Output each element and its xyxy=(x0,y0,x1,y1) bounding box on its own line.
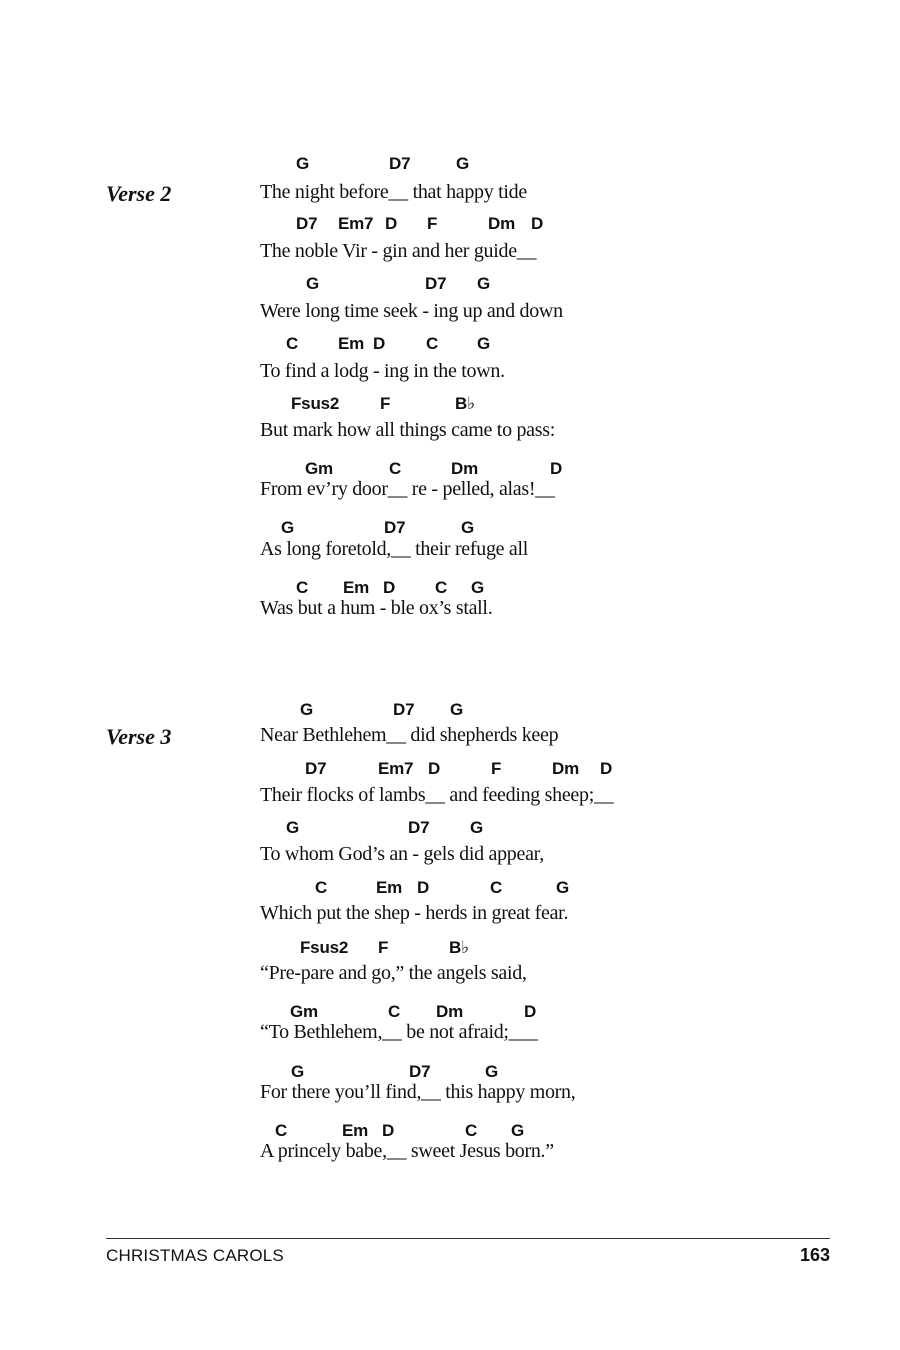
chord: G xyxy=(471,578,485,597)
chord: C xyxy=(426,334,439,353)
lyric-line: To whom God’s an - gels did appear, xyxy=(260,843,544,865)
lyric-line: Were long time seek - ing up and down xyxy=(260,300,563,322)
lyric-line: “To Bethlehem,__ be not afraid;___ xyxy=(260,1021,538,1043)
chord: G xyxy=(450,700,464,719)
chord: C xyxy=(296,578,309,597)
chord: G xyxy=(306,274,320,293)
chord: F xyxy=(378,938,389,957)
chord: G xyxy=(300,700,314,719)
chord: G xyxy=(296,154,310,173)
chord: C xyxy=(490,878,503,897)
page-number: 163 xyxy=(799,1245,830,1265)
chord: B♭ xyxy=(455,394,475,413)
chord: D xyxy=(385,214,398,233)
chord: D7 xyxy=(389,154,411,173)
chord: G xyxy=(485,1062,499,1081)
chord: Dm xyxy=(552,759,579,778)
chord: Em xyxy=(338,334,365,353)
chord: G xyxy=(461,518,475,537)
chord: C xyxy=(286,334,299,353)
chord: D xyxy=(531,214,544,233)
chord: D7 xyxy=(296,214,318,233)
footer-book-title: CHRISTMAS CAROLS xyxy=(106,1246,284,1265)
lyric-line: The noble Vir - gin and her guide__ xyxy=(260,240,537,262)
chord: D7 xyxy=(305,759,327,778)
lyric-line: To find a lodg - ing in the town. xyxy=(260,360,505,382)
chord: C xyxy=(389,459,402,478)
lyric-line: “Pre-pare and go,” the angels said, xyxy=(260,962,527,984)
chord: G xyxy=(470,818,484,837)
chord: D7 xyxy=(409,1062,431,1081)
chord: F xyxy=(427,214,438,233)
verse-3-label: Verse 3 xyxy=(106,724,172,749)
chord: G xyxy=(291,1062,305,1081)
chord: D xyxy=(600,759,613,778)
chord: Em xyxy=(376,878,403,897)
chord: F xyxy=(380,394,391,413)
chord: G xyxy=(456,154,470,173)
lyric-line: A princely babe,__ sweet Jesus born.” xyxy=(260,1140,554,1162)
lyric-line: Their flocks of lambs__ and feeding sheep;__ xyxy=(260,784,614,806)
chord: D xyxy=(524,1002,537,1021)
chord: G xyxy=(281,518,295,537)
chord: D xyxy=(428,759,441,778)
chord: Gm xyxy=(305,459,333,478)
chord: B♭ xyxy=(449,938,469,957)
chord: C xyxy=(435,578,448,597)
chord: G xyxy=(286,818,300,837)
lyric-line: The night before__ that happy tide xyxy=(260,181,527,203)
chord: C xyxy=(315,878,328,897)
chord: D xyxy=(417,878,430,897)
chord: C xyxy=(275,1121,288,1140)
chord: C xyxy=(388,1002,401,1021)
chord: D7 xyxy=(425,274,447,293)
chord: G xyxy=(511,1121,525,1140)
chord: Em7 xyxy=(378,759,414,778)
chord: Gm xyxy=(290,1002,318,1021)
chord: Em7 xyxy=(338,214,374,233)
lyric-line: But mark how all things came to pass: xyxy=(260,419,555,441)
chord: Em xyxy=(342,1121,369,1140)
chord: Dm xyxy=(436,1002,463,1021)
chord: F xyxy=(491,759,502,778)
chord: G xyxy=(477,334,491,353)
footer-rule xyxy=(106,1238,830,1239)
lyric-line: Was but a hum - ble ox’s stall. xyxy=(260,597,493,619)
chord: Dm xyxy=(451,459,478,478)
chord: Em xyxy=(343,578,370,597)
chord: D xyxy=(382,1121,395,1140)
chord: D7 xyxy=(408,818,430,837)
chord: D xyxy=(373,334,386,353)
chord: D7 xyxy=(393,700,415,719)
chord: D xyxy=(550,459,563,478)
chord: C xyxy=(465,1121,478,1140)
chord: D7 xyxy=(384,518,406,537)
chord: Dm xyxy=(488,214,515,233)
lyric-line: For there you’ll find,__ this happy morn, xyxy=(260,1081,576,1103)
lyric-line: Near Bethlehem__ did shepherds keep xyxy=(260,724,559,746)
chord: G xyxy=(477,274,491,293)
chord: G xyxy=(556,878,570,897)
verse-2-label: Verse 2 xyxy=(106,181,172,206)
lyric-line: Which put the shep - herds in great fear. xyxy=(260,902,569,924)
lyric-line: As long foretold,__ their refuge all xyxy=(260,538,529,560)
chord: D xyxy=(383,578,396,597)
lyric-line: From ev’ry door__ re - pelled, alas!__ xyxy=(260,478,555,500)
chord: Fsus2 xyxy=(291,394,340,413)
chord: Fsus2 xyxy=(300,938,349,957)
